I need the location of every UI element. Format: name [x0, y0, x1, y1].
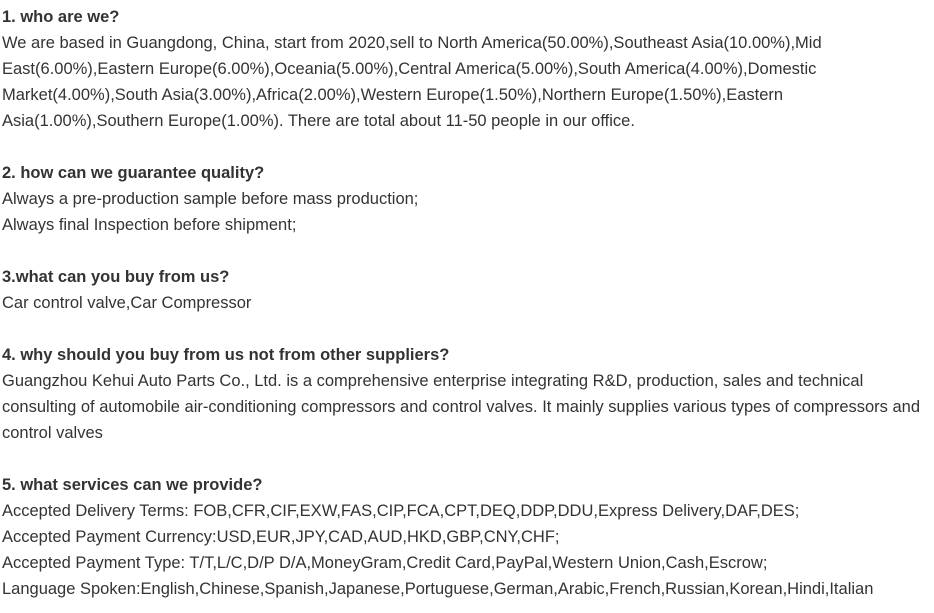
payment-type-line: Accepted Payment Type: T/T,L/C,D/P D/A,MoneyGram,Credit Card,PayPal,Western Union,Cash,Escrow;	[2, 554, 768, 572]
faq-item-products	[2, 264, 922, 316]
faq-question: 1. who are we?	[2, 8, 120, 26]
faq-question: 5. what services can we provide?	[2, 476, 263, 494]
faq-item-quality	[2, 160, 922, 238]
faq-item-why-us	[2, 342, 922, 446]
faq-answer-line: We are based in Guangdong, China, start from 2020,sell to North America(50.00%),Southeast Asia(10.00%),Mid East(6.00%),Eastern Europe(6.00%),Oceania(5.00%),Central America(5.00%),South America(4.00%),Domestic Market(4.00%),South Asia(3.00%),Africa(2.00%),Western Europe(1.50%),Northern Europe(1.50%),Eastern Asia(1.00%),Southern Europe(1.00%). There are total about 11-50 people in our office.	[2, 34, 822, 130]
faq-question: 2. how can we guarantee quality?	[2, 164, 265, 182]
delivery-terms-line: Accepted Delivery Terms: FOB,CFR,CIF,EXW,FAS,CIP,FCA,CPT,DEQ,DDP,DDU,Express Delivery,DAF,DES;	[2, 502, 800, 520]
faq-question: 4. why should you buy from us not from other suppliers?	[2, 346, 450, 364]
faq-answer-line: Guangzhou Kehui Auto Parts Co., Ltd. is a comprehensive enterprise integrating R&D, production, sales and technical consulting of automobile air-conditioning compressors and control valves. It mainly supplies various types of compressors and control valves	[2, 372, 921, 442]
faq-answer-line: Always a pre-production sample before mass production;	[2, 190, 419, 208]
faq-answer-line: Car control valve,Car Compressor	[2, 294, 252, 312]
faq-question: 3.what can you buy from us?	[2, 268, 230, 286]
language-spoken-line: Language Spoken:English,Chinese,Spanish,Japanese,Portuguese,German,Arabic,French,Russian,Korean,Hindi,Italian	[2, 580, 874, 598]
faq-answer-line: Always final Inspection before shipment;	[2, 216, 297, 234]
payment-currency-line: Accepted Payment Currency:USD,EUR,JPY,CAD,AUD,HKD,GBP,CNY,CHF;	[2, 528, 560, 546]
faq-item-services	[2, 472, 922, 602]
faq-item-who-are-we	[2, 4, 922, 134]
